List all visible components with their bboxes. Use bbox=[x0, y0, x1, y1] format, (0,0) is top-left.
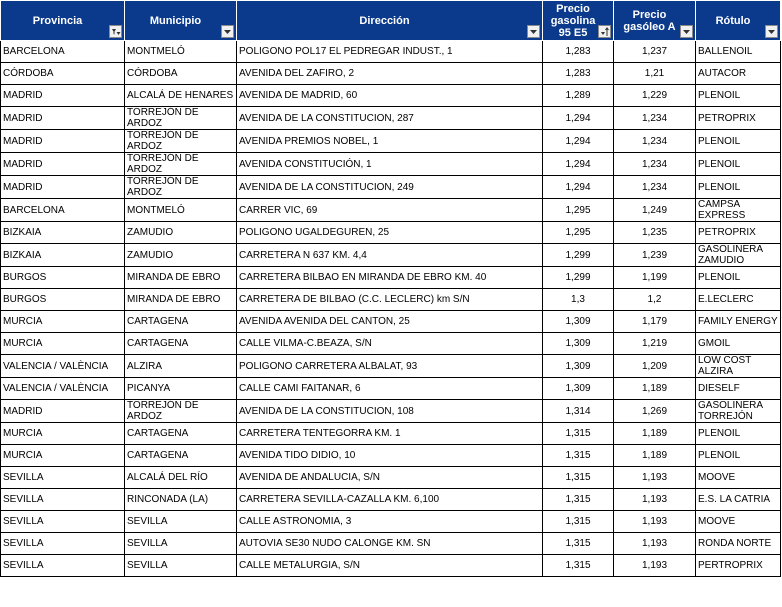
cell-rotulo[interactable]: E.S. LA CATRIA bbox=[696, 489, 781, 511]
cell-direccion[interactable]: AVENIDA TIDO DIDIO, 10 bbox=[237, 445, 543, 467]
table-row[interactable] bbox=[1, 311, 781, 333]
cell-direccion[interactable]: CARRETERA SEVILLA-CAZALLA KM. 6,100 bbox=[237, 489, 543, 511]
cell-gasoleo[interactable]: 1,234 bbox=[614, 107, 696, 130]
cell-municipio[interactable]: ALCALÁ DEL RÍO bbox=[125, 467, 237, 489]
sort-ascending-icon[interactable] bbox=[598, 25, 611, 38]
cell-provincia[interactable]: BIZKAIA bbox=[1, 244, 125, 267]
cell-gasoleo[interactable]: 1,179 bbox=[614, 311, 696, 333]
cell-direccion[interactable]: CARRETERA BILBAO EN MIRANDA DE EBRO KM. 40 bbox=[237, 267, 543, 289]
table-row[interactable] bbox=[1, 378, 781, 400]
column-header-label: Precio gasóleo A bbox=[623, 8, 676, 33]
cell-municipio[interactable]: TORREJÓN DE ARDOZ bbox=[125, 400, 237, 423]
cell-gasolina[interactable]: 1,299 bbox=[543, 267, 614, 289]
cell-gasolina[interactable]: 1,3 bbox=[543, 289, 614, 311]
cell-rotulo[interactable]: PETROPRIX bbox=[696, 107, 781, 130]
cell-municipio[interactable]: TORREJÓN DE ARDOZ bbox=[125, 153, 237, 176]
cell-rotulo[interactable]: PLENOIL bbox=[696, 423, 781, 445]
table-row[interactable] bbox=[1, 289, 781, 311]
cell-rotulo[interactable]: GMOIL bbox=[696, 333, 781, 355]
cell-municipio[interactable]: ALZIRA bbox=[125, 355, 237, 378]
cell-provincia[interactable]: SEVILLA bbox=[1, 511, 125, 533]
cell-municipio[interactable]: MIRANDA DE EBRO bbox=[125, 267, 237, 289]
cell-provincia[interactable]: MURCIA bbox=[1, 333, 125, 355]
table-row[interactable] bbox=[1, 267, 781, 289]
cell-gasoleo[interactable]: 1,2 bbox=[614, 289, 696, 311]
cell-gasoleo[interactable]: 1,193 bbox=[614, 467, 696, 489]
cell-gasoleo[interactable]: 1,239 bbox=[614, 244, 696, 267]
cell-gasolina[interactable]: 1,283 bbox=[543, 41, 614, 63]
cell-gasolina[interactable]: 1,289 bbox=[543, 85, 614, 107]
cell-rotulo[interactable]: AUTACOR bbox=[696, 63, 781, 85]
cell-municipio[interactable]: SEVILLA bbox=[125, 555, 237, 577]
cell-gasolina[interactable]: 1,299 bbox=[543, 244, 614, 267]
cell-gasolina[interactable]: 1,309 bbox=[543, 378, 614, 400]
cell-gasolina[interactable]: 1,294 bbox=[543, 176, 614, 199]
cell-rotulo[interactable]: MOOVE bbox=[696, 467, 781, 489]
cell-direccion[interactable]: CALLE ASTRONOMIA, 3 bbox=[237, 511, 543, 533]
cell-provincia[interactable]: MADRID bbox=[1, 400, 125, 423]
cell-gasoleo[interactable]: 1,193 bbox=[614, 511, 696, 533]
table-row[interactable] bbox=[1, 176, 781, 199]
table-row[interactable] bbox=[1, 333, 781, 355]
cell-provincia[interactable]: SEVILLA bbox=[1, 533, 125, 555]
table-row[interactable] bbox=[1, 199, 781, 222]
cell-municipio[interactable]: PICANYA bbox=[125, 378, 237, 400]
cell-provincia[interactable]: MADRID bbox=[1, 107, 125, 130]
column-header-label: Provincia bbox=[32, 14, 83, 27]
column-header-gasolina bbox=[543, 1, 614, 41]
cell-provincia[interactable]: MURCIA bbox=[1, 311, 125, 333]
cell-municipio[interactable]: CARTAGENA bbox=[125, 445, 237, 467]
cell-municipio[interactable]: CARTAGENA bbox=[125, 423, 237, 445]
cell-direccion[interactable]: CARRETERA N 637 KM. 4,4 bbox=[237, 244, 543, 267]
cell-gasolina[interactable]: 1,315 bbox=[543, 489, 614, 511]
cell-provincia[interactable]: BARCELONA bbox=[1, 41, 125, 63]
cell-gasoleo[interactable]: 1,21 bbox=[614, 63, 696, 85]
dropdown-arrow-icon[interactable] bbox=[680, 25, 693, 38]
cell-gasolina[interactable]: 1,309 bbox=[543, 355, 614, 378]
cell-municipio[interactable]: TORREJÓN DE ARDOZ bbox=[125, 176, 237, 199]
cell-municipio[interactable]: TORREJÓN DE ARDOZ bbox=[125, 107, 237, 130]
table-row[interactable] bbox=[1, 130, 781, 153]
cell-gasolina[interactable]: 1,309 bbox=[543, 311, 614, 333]
cell-municipio[interactable]: MONTMELÓ bbox=[125, 199, 237, 222]
column-header-label: Precio gasolina 95 E5 bbox=[550, 2, 596, 39]
cell-direccion[interactable]: POLIGONO CARRETERA ALBALAT, 93 bbox=[237, 355, 543, 378]
cell-provincia[interactable]: BURGOS bbox=[1, 267, 125, 289]
cell-municipio[interactable]: SEVILLA bbox=[125, 533, 237, 555]
cell-direccion[interactable]: CARRETERA TENTEGORRA KM. 1 bbox=[237, 423, 543, 445]
table-body bbox=[1, 41, 781, 577]
column-header-gasoleo bbox=[614, 1, 696, 41]
cell-gasolina[interactable]: 1,315 bbox=[543, 533, 614, 555]
cell-direccion[interactable]: CALLE CAMI FAITANAR, 6 bbox=[237, 378, 543, 400]
cell-direccion[interactable]: AVENIDA DE MADRID, 60 bbox=[237, 85, 543, 107]
cell-rotulo[interactable]: E.LECLERC bbox=[696, 289, 781, 311]
cell-direccion[interactable]: AVENIDA DE ANDALUCIA, S/N bbox=[237, 467, 543, 489]
cell-gasolina[interactable]: 1,315 bbox=[543, 423, 614, 445]
cell-provincia[interactable]: CÓRDOBA bbox=[1, 63, 125, 85]
table-row[interactable] bbox=[1, 511, 781, 533]
cell-rotulo[interactable]: PLENOIL bbox=[696, 85, 781, 107]
cell-provincia[interactable]: SEVILLA bbox=[1, 555, 125, 577]
cell-gasoleo[interactable]: 1,193 bbox=[614, 555, 696, 577]
cell-gasolina[interactable]: 1,315 bbox=[543, 445, 614, 467]
cell-direccion[interactable]: AVENIDA CONSTITUCIÓN, 1 bbox=[237, 153, 543, 176]
cell-gasoleo[interactable]: 1,189 bbox=[614, 445, 696, 467]
column-header-label: Rótulo bbox=[715, 14, 751, 27]
cell-rotulo[interactable]: GASOLINERA TORREJÓN bbox=[696, 400, 781, 423]
cell-direccion[interactable]: AVENIDA DEL ZAFIRO, 2 bbox=[237, 63, 543, 85]
cell-gasolina[interactable]: 1,294 bbox=[543, 153, 614, 176]
cell-gasolina[interactable]: 1,315 bbox=[543, 555, 614, 577]
dropdown-arrow-icon[interactable] bbox=[527, 25, 540, 38]
cell-rotulo[interactable]: RONDA NORTE bbox=[696, 533, 781, 555]
cell-provincia[interactable]: BIZKAIA bbox=[1, 222, 125, 244]
cell-rotulo[interactable]: CAMPSA EXPRESS bbox=[696, 199, 781, 222]
header-row bbox=[1, 1, 781, 41]
cell-provincia[interactable]: MADRID bbox=[1, 130, 125, 153]
cell-provincia[interactable]: MADRID bbox=[1, 176, 125, 199]
cell-rotulo[interactable]: BALLENOIL bbox=[696, 41, 781, 63]
cell-provincia[interactable]: VALENCIA / VALÈNCIA bbox=[1, 355, 125, 378]
cell-provincia[interactable]: MADRID bbox=[1, 153, 125, 176]
cell-gasoleo[interactable]: 1,234 bbox=[614, 176, 696, 199]
cell-direccion[interactable]: CALLE VILMA-C.BEAZA, S/N bbox=[237, 333, 543, 355]
table-row[interactable] bbox=[1, 85, 781, 107]
table-row[interactable] bbox=[1, 400, 781, 423]
cell-rotulo[interactable]: PLENOIL bbox=[696, 153, 781, 176]
cell-municipio[interactable]: MONTMELÓ bbox=[125, 41, 237, 63]
column-header-municipio bbox=[125, 1, 237, 41]
cell-direccion[interactable]: CALLE METALURGIA, S/N bbox=[237, 555, 543, 577]
cell-direccion[interactable]: AVENIDA DE LA CONSTITUCION, 287 bbox=[237, 107, 543, 130]
cell-rotulo[interactable]: PERTROPRIX bbox=[696, 555, 781, 577]
column-header-label: Dirección bbox=[359, 14, 410, 27]
cell-municipio[interactable]: ZAMUDIO bbox=[125, 222, 237, 244]
cell-direccion[interactable]: POLIGONO UGALDEGUREN, 25 bbox=[237, 222, 543, 244]
cell-rotulo[interactable]: PLENOIL bbox=[696, 445, 781, 467]
cell-municipio[interactable]: ALCALÁ DE HENARES bbox=[125, 85, 237, 107]
cell-rotulo[interactable]: MOOVE bbox=[696, 511, 781, 533]
cell-rotulo[interactable]: GASOLINERA ZAMUDIO bbox=[696, 244, 781, 267]
cell-gasoleo[interactable]: 1,269 bbox=[614, 400, 696, 423]
cell-direccion[interactable]: AVENIDA AVENIDA DEL CANTON, 25 bbox=[237, 311, 543, 333]
cell-gasolina[interactable]: 1,315 bbox=[543, 467, 614, 489]
column-header-label: Municipio bbox=[149, 14, 202, 27]
cell-rotulo[interactable]: FAMILY ENERGY bbox=[696, 311, 781, 333]
cell-gasolina[interactable]: 1,314 bbox=[543, 400, 614, 423]
cell-rotulo[interactable]: PLENOIL bbox=[696, 130, 781, 153]
cell-gasolina[interactable]: 1,283 bbox=[543, 63, 614, 85]
cell-direccion[interactable]: CARRER VIC, 69 bbox=[237, 199, 543, 222]
cell-rotulo[interactable]: PLENOIL bbox=[696, 267, 781, 289]
cell-direccion[interactable]: CARRETERA DE BILBAO (C.C. LECLERC) km S/N bbox=[237, 289, 543, 311]
cell-gasoleo[interactable]: 1,234 bbox=[614, 153, 696, 176]
cell-gasoleo[interactable]: 1,234 bbox=[614, 130, 696, 153]
filter-funnel-icon[interactable] bbox=[109, 25, 122, 38]
table-row[interactable] bbox=[1, 555, 781, 577]
cell-municipio[interactable]: CÓRDOBA bbox=[125, 63, 237, 85]
cell-gasolina[interactable]: 1,295 bbox=[543, 222, 614, 244]
cell-provincia[interactable]: SEVILLA bbox=[1, 467, 125, 489]
table-row[interactable] bbox=[1, 423, 781, 445]
cell-gasoleo[interactable]: 1,237 bbox=[614, 41, 696, 63]
cell-municipio[interactable]: MIRANDA DE EBRO bbox=[125, 289, 237, 311]
table-row[interactable] bbox=[1, 153, 781, 176]
cell-gasoleo[interactable]: 1,189 bbox=[614, 423, 696, 445]
cell-gasolina[interactable]: 1,294 bbox=[543, 107, 614, 130]
cell-gasoleo[interactable]: 1,189 bbox=[614, 378, 696, 400]
cell-direccion[interactable]: POLIGONO POL17 EL PEDREGAR INDUST., 1 bbox=[237, 41, 543, 63]
cell-gasoleo[interactable]: 1,193 bbox=[614, 489, 696, 511]
cell-provincia[interactable]: MADRID bbox=[1, 85, 125, 107]
cell-direccion[interactable]: AVENIDA DE LA CONSTITUCION, 108 bbox=[237, 400, 543, 423]
table-row[interactable] bbox=[1, 107, 781, 130]
column-header-provincia bbox=[1, 1, 125, 41]
table-row[interactable] bbox=[1, 41, 781, 63]
table-row[interactable] bbox=[1, 533, 781, 555]
table-row[interactable] bbox=[1, 244, 781, 267]
cell-gasoleo[interactable]: 1,199 bbox=[614, 267, 696, 289]
table-row[interactable] bbox=[1, 445, 781, 467]
cell-municipio[interactable]: ZAMUDIO bbox=[125, 244, 237, 267]
cell-provincia[interactable]: MURCIA bbox=[1, 423, 125, 445]
cell-municipio[interactable]: TORREJÓN DE ARDOZ bbox=[125, 130, 237, 153]
cell-direccion[interactable]: AVENIDA PREMIOS NOBEL, 1 bbox=[237, 130, 543, 153]
cell-rotulo[interactable]: LOW COST ALZIRA bbox=[696, 355, 781, 378]
column-header-rotulo bbox=[696, 1, 781, 41]
cell-municipio[interactable]: SEVILLA bbox=[125, 511, 237, 533]
cell-direccion[interactable]: AVENIDA DE LA CONSTITUCION, 249 bbox=[237, 176, 543, 199]
cell-gasolina[interactable]: 1,294 bbox=[543, 130, 614, 153]
table-row[interactable] bbox=[1, 222, 781, 244]
table-row[interactable] bbox=[1, 355, 781, 378]
cell-provincia[interactable]: BURGOS bbox=[1, 289, 125, 311]
cell-municipio[interactable]: CARTAGENA bbox=[125, 311, 237, 333]
cell-direccion[interactable]: AUTOVIA SE30 NUDO CALONGE KM. SN bbox=[237, 533, 543, 555]
cell-provincia[interactable]: MURCIA bbox=[1, 445, 125, 467]
cell-municipio[interactable]: CARTAGENA bbox=[125, 333, 237, 355]
table-row[interactable] bbox=[1, 467, 781, 489]
cell-gasoleo[interactable]: 1,193 bbox=[614, 533, 696, 555]
table-row[interactable] bbox=[1, 63, 781, 85]
cell-gasolina[interactable]: 1,309 bbox=[543, 333, 614, 355]
cell-provincia[interactable]: VALENCIA / VALÈNCIA bbox=[1, 378, 125, 400]
cell-provincia[interactable]: SEVILLA bbox=[1, 489, 125, 511]
cell-gasoleo[interactable]: 1,249 bbox=[614, 199, 696, 222]
cell-rotulo[interactable]: PLENOIL bbox=[696, 176, 781, 199]
cell-rotulo[interactable]: PETROPRIX bbox=[696, 222, 781, 244]
table-row[interactable] bbox=[1, 489, 781, 511]
cell-gasoleo[interactable]: 1,219 bbox=[614, 333, 696, 355]
cell-gasolina[interactable]: 1,295 bbox=[543, 199, 614, 222]
dropdown-arrow-icon[interactable] bbox=[765, 25, 778, 38]
dropdown-arrow-icon[interactable] bbox=[221, 25, 234, 38]
cell-gasoleo[interactable]: 1,235 bbox=[614, 222, 696, 244]
cell-gasoleo[interactable]: 1,209 bbox=[614, 355, 696, 378]
cell-municipio[interactable]: RINCONADA (LA) bbox=[125, 489, 237, 511]
column-header-direccion bbox=[237, 1, 543, 41]
cell-provincia[interactable]: BARCELONA bbox=[1, 199, 125, 222]
cell-gasoleo[interactable]: 1,229 bbox=[614, 85, 696, 107]
cell-rotulo[interactable]: DIESELF bbox=[696, 378, 781, 400]
cell-gasolina[interactable]: 1,315 bbox=[543, 511, 614, 533]
